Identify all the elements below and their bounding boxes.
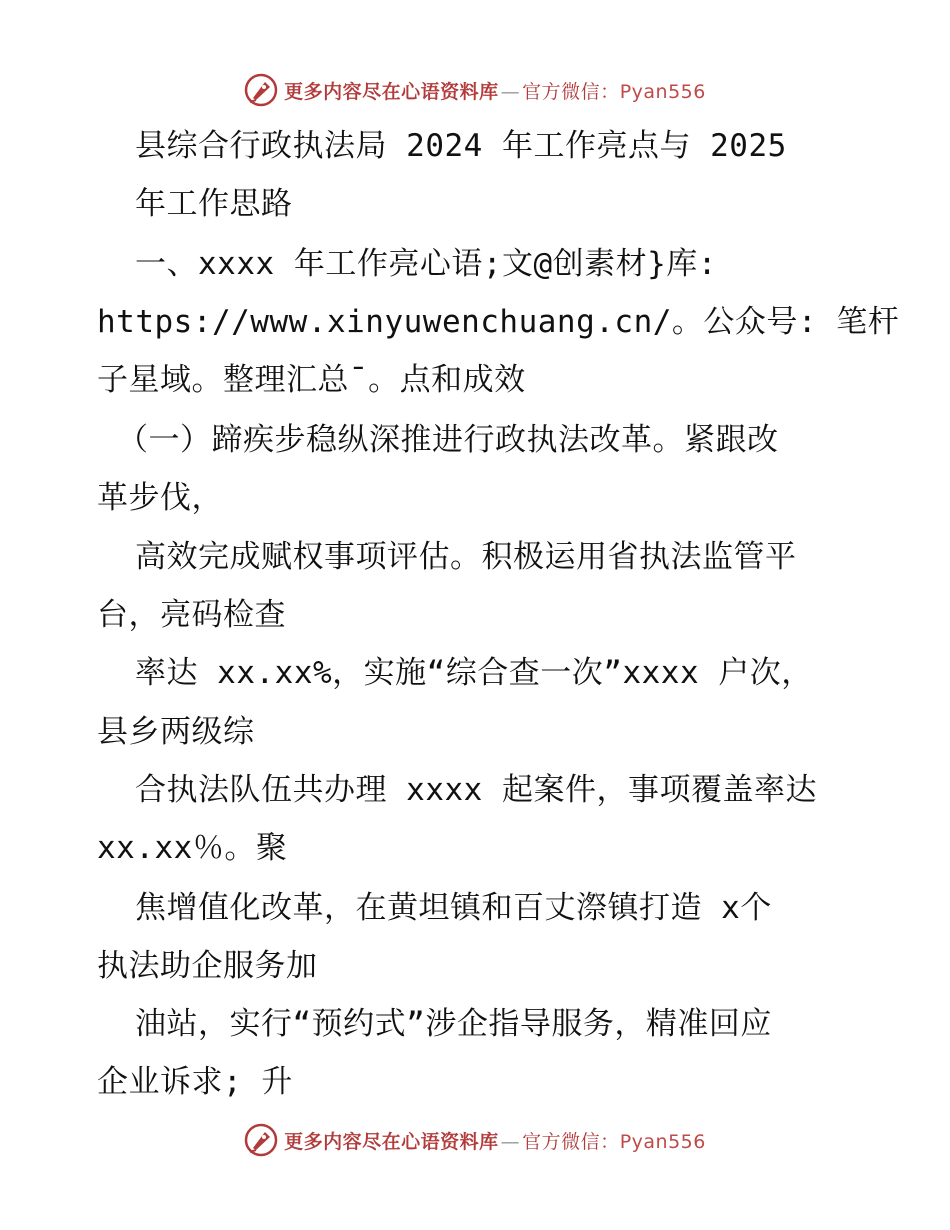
doc-line: 县乡两级综	[97, 714, 255, 750]
pen-nib-logo-icon	[244, 73, 278, 107]
doc-line: 子星域。整理汇总¯。点和成效	[97, 362, 526, 398]
banner-separator: —	[500, 1130, 521, 1153]
doc-line: 一、xxxx 年工作亮心语;文@创素材}库:	[135, 246, 717, 282]
doc-line: （一）蹄疾步稳纵深推进行政执法改革。紧跟改	[117, 422, 779, 458]
banner-site-name: 更多内容尽在心语资料库	[284, 80, 499, 103]
doc-title-line-1: 县综合行政执法局 2024 年工作亮点与 2025	[135, 128, 787, 164]
banner-text	[284, 1127, 706, 1154]
doc-line: 高效完成赋权事项评估。积极运用省执法监管平	[135, 539, 797, 575]
doc-line: 革步伐，	[97, 480, 223, 516]
doc-line: 焦增值化改革，在黄坦镇和百丈漈镇打造 x个	[135, 890, 772, 926]
doc-line: 合执法队伍共办理 xxxx 起案件，事项覆盖率达	[135, 772, 817, 808]
banner-content	[244, 1123, 706, 1157]
pen-nib-logo-icon	[244, 1123, 278, 1157]
doc-line: xx.xx％。聚	[97, 830, 288, 866]
doc-line: 油站，实行“预约式”涉企指导服务，精准回应	[135, 1006, 772, 1042]
banner-text	[284, 77, 706, 104]
banner-wechat-label: 官方微信：	[522, 1130, 620, 1153]
doc-line: https://www.xinyuwenchuang.cn/。公众号: 笔杆	[97, 304, 900, 340]
banner-wechat-id: Pyan556	[619, 1130, 706, 1153]
footer-banner	[0, 1120, 950, 1160]
doc-title-line-2: 年工作思路	[135, 186, 293, 222]
doc-line: 执法助企服务加	[97, 948, 318, 984]
banner-separator: —	[500, 80, 521, 103]
doc-line: 企业诉求; 升	[97, 1064, 293, 1100]
doc-line: 率达 xx.xx%，实施“综合查一次”xxxx 户次，	[135, 655, 813, 691]
banner-site-name: 更多内容尽在心语资料库	[284, 1130, 499, 1153]
doc-line: 台，亮码检查	[97, 597, 286, 633]
banner-wechat-label: 官方微信：	[522, 80, 620, 103]
header-banner	[0, 70, 950, 110]
banner-content	[244, 73, 706, 107]
banner-wechat-id: Pyan556	[619, 80, 706, 103]
